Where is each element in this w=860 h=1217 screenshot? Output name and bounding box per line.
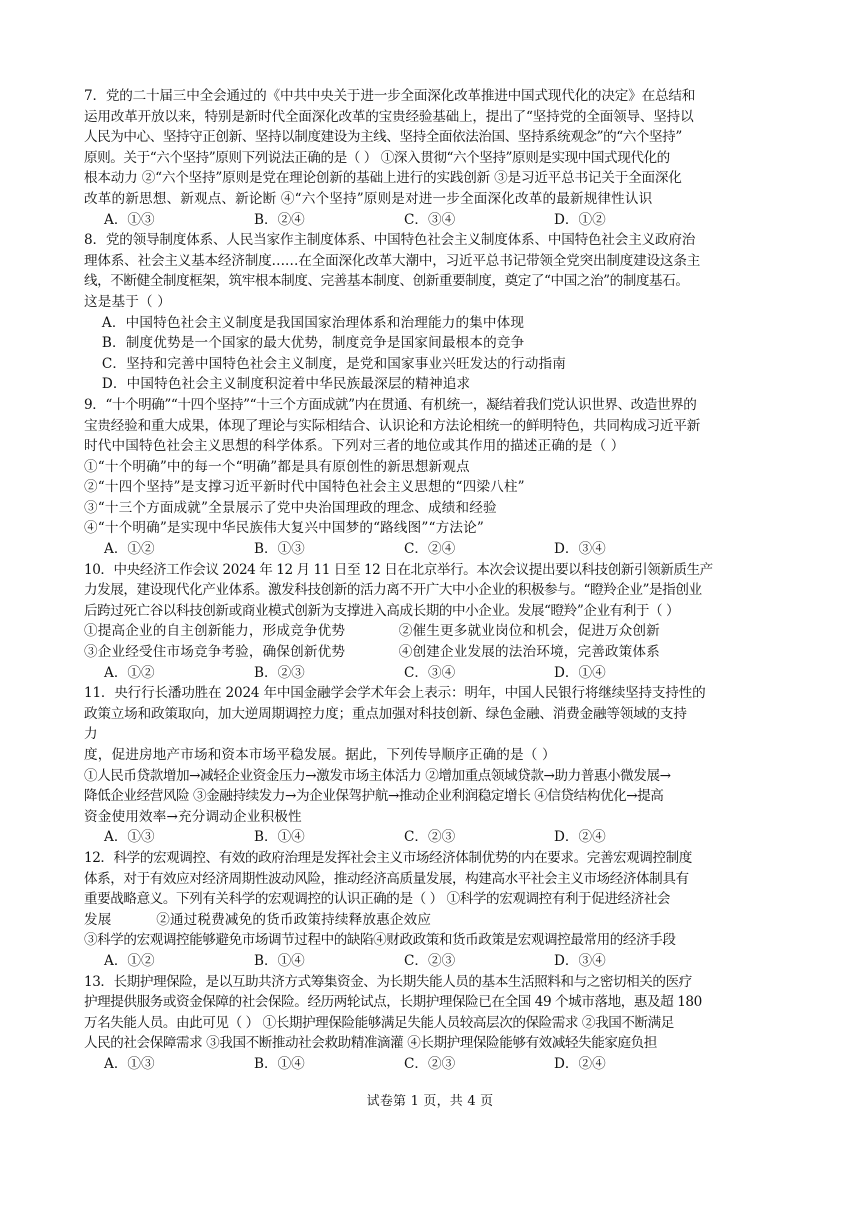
statement-1: ①“十个明确”中的每一个“明确”都是具有原创性的新思想新观点 [84, 458, 470, 475]
option-c: C．坚持和完善中国特色社会主义制度，是党和国家事业兴旺发达的行动指南 [84, 355, 566, 372]
question-7 [84, 86, 784, 230]
question-12 [84, 848, 784, 972]
question-line: 9．“十个明确”“十四个坚持”“十三个方面成就”内在贯通、有机统一，凝结着我们党认识世界、改造世界的 [84, 396, 697, 413]
question-line: 人民为中心、坚持守正创新、坚持以制度建设为主线、坚持全面依法治国、坚持系统观念”的“六个坚持” [84, 129, 682, 146]
question-line: 根本动力 ②“六个坚持”原则是党在理论创新的基础上进行的实践创新 ③是习近平总书记关于全面深化 [84, 170, 682, 187]
answer-options [84, 539, 784, 560]
option-a: A．①③ [104, 1055, 155, 1072]
option-d: D．②④ [554, 829, 606, 846]
option-d: D．中国特色社会主义制度积淀着中华民族最深层的精神追求 [84, 376, 471, 393]
option-b: B．①③ [254, 541, 305, 558]
option-d: D．①④ [554, 664, 606, 681]
question-line: 资金使用效率→充分调动企业积极性 [84, 808, 302, 825]
question-line: 护理提供服务或资金保障的社会保险。经历两轮试点，长期护理保险已在全国 49 个城市落地，惠及超 180 [84, 994, 702, 1011]
question-line: 这是基于（ ） [84, 293, 171, 310]
answer-options [84, 827, 784, 848]
option-b: B．②③ [254, 664, 305, 681]
question-line: ③科学的宏观调控能够避免市场调节过程中的缺陷④财政政策和货币政策是宏观调控最常用的经济手段 [84, 932, 676, 949]
question-line: 运用改革开放以来，特别是新时代全面深化改革的宝贵经验基础上，提出了“坚持党的全面领导、坚持以 [84, 108, 694, 125]
question-line: 后跨过死亡谷以科技创新或商业模式创新为支撑进入高成长期的中小企业。发展“瞪羚”企业有利于（ ） [84, 602, 680, 619]
question-line: 力发展，建设现代化产业体系。激发科技创新的活力离不开广大中小企业的积极参与。“瞪羚企业”是指创业 [84, 582, 702, 599]
answer-options [84, 951, 784, 972]
option-c: C．③④ [404, 664, 456, 681]
question-line: 原则。关于“六个坚持”原则下列说法正确的是（ ） ①深入贯彻“六个坚持”原则是实现中国式现代化的 [84, 149, 670, 166]
question-line: 12．科学的宏观调控、有效的政府治理是发挥社会主义市场经济体制优势的内在要求。完善宏观调控制度 [84, 849, 692, 866]
question-line: 时代中国特色社会主义思想的科学体系。下列对三者的地位或其作用的描述正确的是（ ） [84, 438, 625, 455]
option-b: B．①④ [254, 952, 305, 969]
option-a: A．①③ [104, 829, 155, 846]
question-line: 度，促进房地产市场和资本市场平稳发展。据此，下列传导顺序正确的是（ ） [84, 747, 556, 763]
question-line: 10．中央经济工作会议 2024 年 12 月 11 日至 12 日在北京举行。本次会议提出要以科技创新引领新质生产 [84, 561, 713, 578]
answer-options [84, 210, 784, 231]
answer-options [84, 1054, 784, 1075]
question-line: 人民的社会保障需求 ③我国不断推动社会救助精准滴灌 ④长期护理保险能够有效减轻失能家庭负担 [84, 1035, 657, 1052]
question-line: 13．长期护理保险，是以互助共济方式筹集资金、为长期失能人员的基本生活照料和与之密切相关的医疗 [84, 973, 692, 990]
exam-page [84, 86, 784, 1075]
option-c: C．②③ [404, 829, 456, 846]
option-b: B．②④ [254, 211, 305, 228]
option-a: A．①③ [104, 211, 155, 228]
question-11 [84, 683, 784, 848]
option-b: B．①④ [254, 1055, 305, 1072]
option-b: B．制度优势是一个国家的最大优势，制度竞争是国家间最根本的竞争 [84, 335, 525, 352]
option-c: C．③④ [404, 211, 456, 228]
question-13 [84, 972, 784, 1075]
question-line: 改革的新思想、新观点、新论断 ④“六个坚持”原则是对进一步全面深化改革的最新规律性认识 [84, 190, 653, 207]
option-d: D．①② [554, 211, 606, 228]
question-line: 体系，对于有效应对经济周期性波动风险，推动经济高质量发展，构建高水平社会主义市场经济体制具有 [84, 870, 689, 887]
option-a: A．①② [104, 664, 155, 681]
option-a: A．①② [104, 541, 155, 558]
option-c: C．②④ [404, 541, 456, 558]
option-d: D．③④ [554, 541, 606, 558]
question-line: 降低企业经营风险 ③金融持续发力→为企业保驾护航→推动企业利润稳定增长 ④信贷结构优化→提高 [84, 788, 664, 805]
question-line: 7．党的二十届三中全会通过的《中共中央关于进一步全面深化改革推进中国式现代化的决定》在总结和 [84, 88, 696, 104]
question-line: 力 [84, 726, 98, 743]
option-b: B．①④ [254, 829, 305, 846]
question-line: ①人民币贷款增加→减轻企业资金压力→激发市场主体活力 ②增加重点领域贷款→助力普惠小微发展→ [84, 767, 671, 784]
statement-4: ④“十个明确”是实现中华民族伟大复兴中国梦的“路线图”“方法论” [84, 520, 484, 537]
option-c: C．②③ [404, 1055, 456, 1072]
question-9 [84, 395, 784, 560]
option-d: D．③④ [554, 952, 606, 969]
question-line: 理体系、社会主义基本经济制度……在全面深化改革大潮中，习近平总书记带领全党突出制度建设这条主 [84, 252, 701, 269]
statement-1-2: ①提高企业的自主创新能力，形成竞争优势 ②催生更多就业岗位和机会，促进万众创新 [84, 623, 660, 640]
question-line: 线，不断健全制度框架，筑牢根本制度、完善基本制度、创新重要制度，奠定了“中国之治”的制度基石。 [84, 273, 689, 290]
option-c: C．②③ [404, 952, 456, 969]
question-8 [84, 230, 784, 395]
answer-options [84, 663, 784, 684]
statement-2: ②“十四个坚持”是支撑习近平新时代中国特色社会主义思想的“四梁八柱” [84, 479, 525, 496]
option-a: A．①② [104, 952, 155, 969]
question-10 [84, 560, 784, 684]
question-line: 宝贵经验和重大成果，体现了理论与实际相结合、认识论和方法论相统一的鲜明特色，共同构成习近平新 [84, 417, 701, 434]
option-d: D．②④ [554, 1055, 606, 1072]
statement-3: ③“十三个方面成就”全景展示了党中央治国理政的理念、成绩和经验 [84, 499, 497, 516]
question-line: 11．央行行长潘功胜在 2024 年中国金融学会学术年会上表示：明年，中国人民银行将继续坚持支持性的 [84, 685, 706, 702]
question-line: 政策立场和政策取向，加大逆周期调控力度；重点加强对科技创新、绿色金融、消费金融等领域的支持 [84, 705, 687, 722]
statement-3-4: ③企业经受住市场竞争考验，确保创新优势 ④创建企业发展的法治环境，完善政策体系 [84, 644, 660, 661]
option-a: A．中国特色社会主义制度是我国国家治理体系和治理能力的集中体现 [84, 314, 525, 331]
page-footer: 试卷第 1 页，共 4 页 [366, 1094, 494, 1109]
question-line: 重要战略意义。下列有关科学的宏观调控的认识正确的是（ ） ①科学的宏观调控有利于促进经济社会 [84, 891, 671, 908]
question-line: 8．党的领导制度体系、人民当家作主制度体系、中国特色社会主义制度体系、中国特色社会主义政府治 [84, 232, 696, 249]
question-line: 发展 ②通过税费减免的货币政策持续释放惠企效应 [84, 911, 432, 928]
question-line: 万名失能人员。由此可见（ ） ①长期护理保险能够满足失能人员较高层次的保险需求 ②我国不断满足 [84, 1014, 674, 1031]
